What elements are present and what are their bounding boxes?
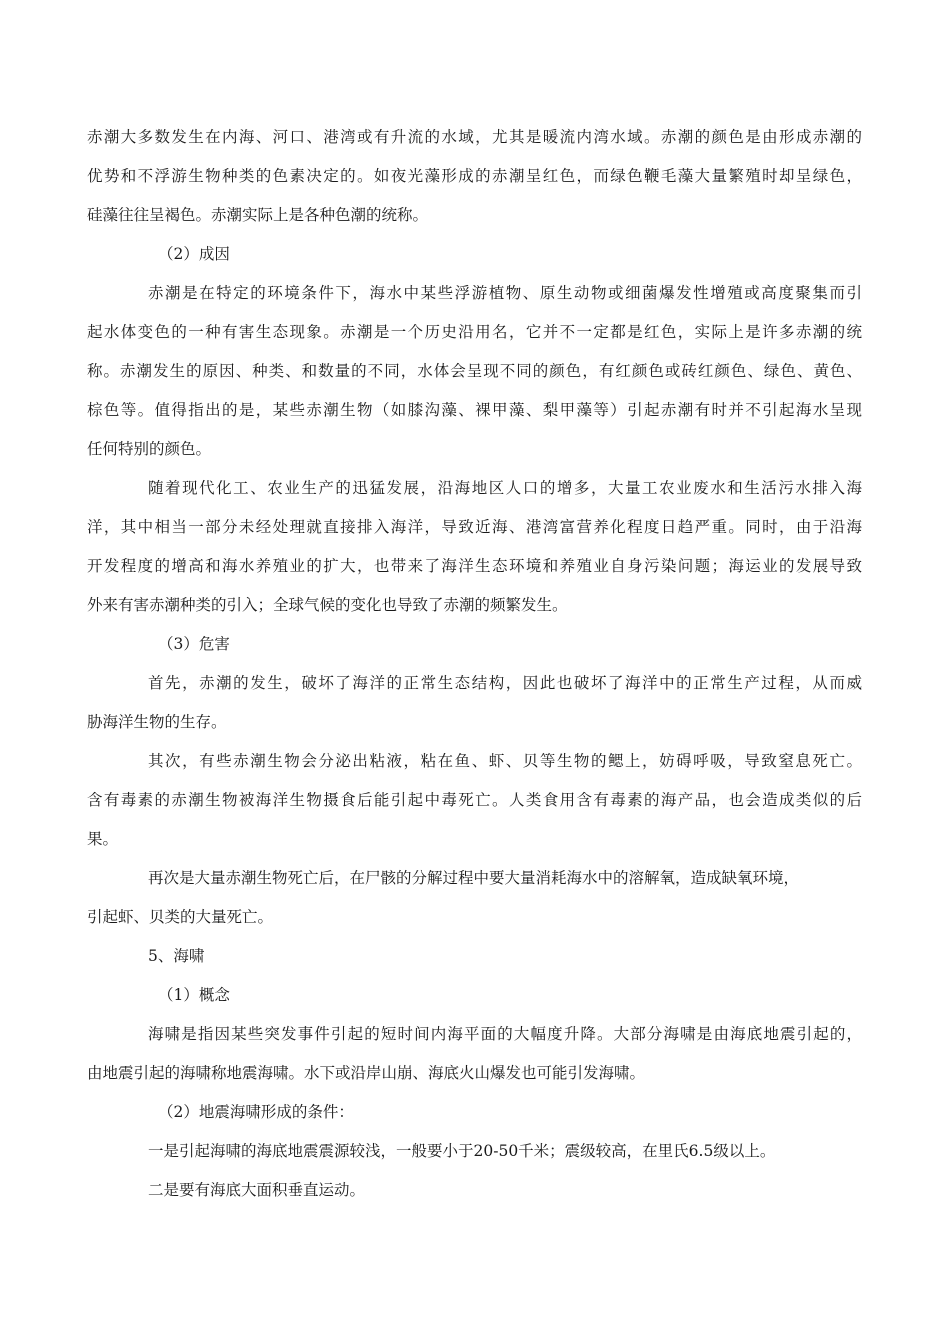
body-text-line: 赤潮是在特定的环境条件下，海水中某些浮游植物、原生动物或细菌爆发性增殖或高度聚集而引 xyxy=(148,284,862,302)
body-text-line: 海啸是指因某些突发事件引起的短时间内海平面的大幅度升降。大部分海啸是由海底地震引起的， xyxy=(148,1025,862,1043)
body-text-line: 优势和不浮游生物种类的色素决定的。如夜光藻形成的赤潮呈红色，而绿色鞭毛藻大量繁殖时却呈绿色， xyxy=(87,167,862,185)
body-text-line: 称。赤潮发生的原因、种类、和数量的不同，水体会呈现不同的颜色，有红颜色或砖红颜色、绿色、黄色、 xyxy=(87,362,862,380)
body-text-line: 外来有害赤潮种类的引入；全球气候的变化也导致了赤潮的频繁发生。 xyxy=(87,596,568,614)
body-text-line: 硅藻往往呈褐色。赤潮实际上是各种色潮的统称。 xyxy=(87,206,429,224)
section-heading-concept: （1）概念 xyxy=(158,986,230,1004)
body-text-line: 开发程度的增高和海水养殖业的扩大，也带来了海洋生态环境和养殖业自身污染问题；海运业的发展导致 xyxy=(87,557,862,575)
body-text-line: 胁海洋生物的生存。 xyxy=(87,713,227,731)
body-text-line: 洋，其中相当一部分未经处理就直接排入海洋，导致近海、港湾富营养化程度日趋严重。同时，由于沿海 xyxy=(87,518,862,536)
section-heading-conditions: （2）地震海啸形成的条件： xyxy=(158,1103,354,1121)
section-heading-harm: （3）危害 xyxy=(158,635,230,653)
body-text-line: 再次是大量赤潮生物死亡后，在尸骸的分解过程中要大量消耗海水中的溶解氧，造成缺氧环境， xyxy=(148,869,800,887)
body-text-line: 其次，有些赤潮生物会分泌出粘液，粘在鱼、虾、贝等生物的鳃上，妨碍呼吸，导致窒息死亡。 xyxy=(148,752,862,770)
condition-item: 一是引起海啸的海底地震震源较浅，一般要小于20-50千米；震级较高，在里氏6.5级以上。 xyxy=(148,1142,776,1160)
section-heading-cause: （2）成因 xyxy=(158,245,230,263)
section-heading-tsunami: 5、海啸 xyxy=(148,947,205,965)
body-text-line: 含有毒素的赤潮生物被海洋生物摄食后能引起中毒死亡。人类食用含有毒素的海产品，也会造成类似的后 xyxy=(87,791,862,809)
body-text-line: 棕色等。值得指出的是，某些赤潮生物（如膝沟藻、裸甲藻、梨甲藻等）引起赤潮有时并不引起海水呈现 xyxy=(87,401,862,419)
body-text-line: 起水体变色的一种有害生态现象。赤潮是一个历史沿用名，它并不一定都是红色，实际上是许多赤潮的统 xyxy=(87,323,862,341)
body-text-line: 随着现代化工、农业生产的迅猛发展，沿海地区人口的增多，大量工农业废水和生活污水排入海 xyxy=(148,479,862,497)
body-text-line: 赤潮大多数发生在内海、河口、港湾或有升流的水域，尤其是暖流内湾水域。赤潮的颜色是由形成赤潮的 xyxy=(87,128,862,146)
body-text-line: 首先，赤潮的发生，破坏了海洋的正常生态结构，因此也破坏了海洋中的正常生产过程，从而威 xyxy=(148,674,862,692)
body-text-line: 果。 xyxy=(87,830,119,848)
body-text-line: 任何特别的颜色。 xyxy=(87,440,212,458)
body-text-line: 由地震引起的海啸称地震海啸。水下或沿岸山崩、海底火山爆发也可能引发海啸。 xyxy=(87,1064,646,1082)
body-text-line: 引起虾、贝类的大量死亡。 xyxy=(87,908,274,926)
condition-item: 二是要有海底大面积垂直运动。 xyxy=(148,1181,366,1199)
